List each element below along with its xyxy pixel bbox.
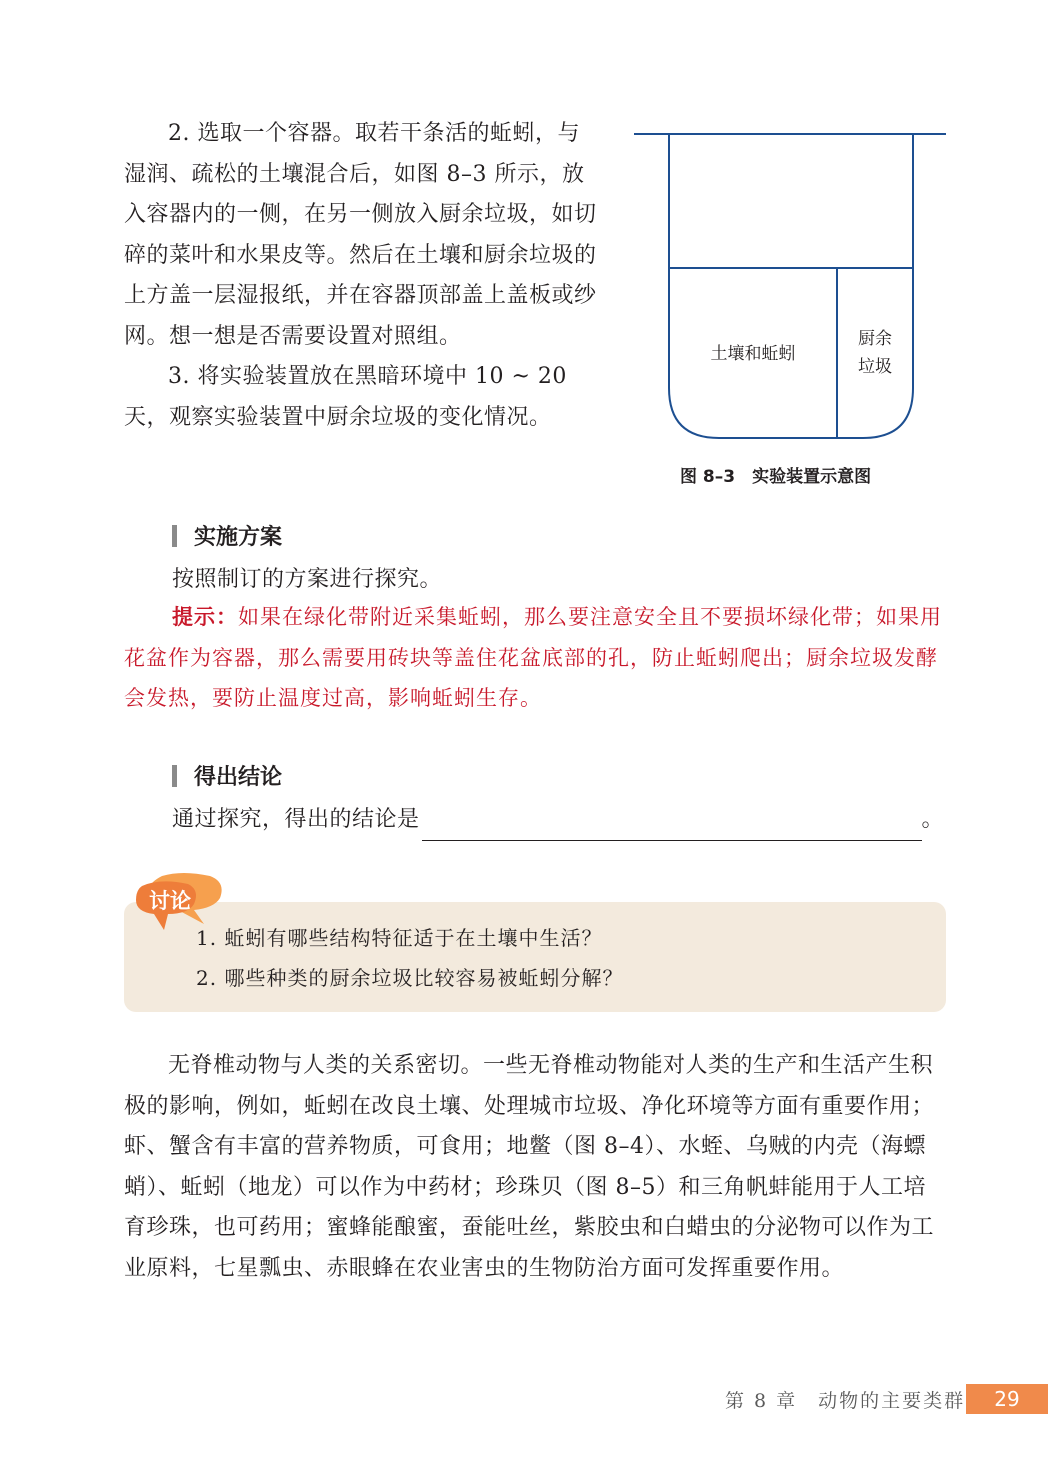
- implementation-text: 按照制订的方案进行探究。: [172, 567, 443, 592]
- page-number: 29: [966, 1384, 1048, 1414]
- heading-bar: [172, 525, 177, 547]
- answer-blank[interactable]: [422, 814, 922, 841]
- section-heading-conclusion: [172, 760, 282, 791]
- step-2: 2. 选取一个容器。取若干条活的蚯蚓，与湿润、疏松的土壤混合后，如图 8–3 所示，放入容器内的一侧，在另一侧放入厨余垃圾，如切碎的菜叶和水果皮等。然后在土壤和厨余垃圾的上方盖一层湿报纸，并在容器顶部盖上盖板或纱网。想一想是否需要设置对照组。: [124, 121, 597, 349]
- label-kitchen-waste: [842, 325, 908, 381]
- label-soil-earthworm: 土壤和蚯蚓: [710, 344, 796, 364]
- tip-text: 如果在绿化带附近采集蚯蚓，那么要注意安全且不要损坏绿化带；如果用花盆作为容器，那么需要用砖块等盖住花盆底部的孔，防止蚯蚓爬出；厨余垃圾发酵会发热，要防止温度过高，影响蚯蚓生存。: [124, 605, 942, 710]
- discussion-badge: [134, 872, 226, 932]
- discussion-question-2: 2. 哪些种类的厨余垃圾比较容易被蚯蚓分解？: [196, 966, 624, 990]
- discussion-question-1: 1. 蚯蚓有哪些结构特征适于在土壤中生活？: [196, 926, 603, 950]
- step-3: 3. 将实验装置放在黑暗环境中 10 ~ 20 天，观察实验装置中厨余垃圾的变化情况。: [124, 364, 567, 430]
- heading-text: 得出结论: [194, 764, 283, 790]
- label-waste-line1: 厨余: [858, 329, 892, 349]
- steps-block: [124, 114, 599, 438]
- section-heading-implementation: [172, 520, 282, 551]
- figure-caption: 图 8–3 实验装置示意图: [680, 467, 872, 487]
- conclusion-end: 。: [921, 807, 945, 832]
- figure-8-3: [630, 118, 950, 498]
- conclusion-line: [172, 800, 944, 841]
- container-outline: [669, 134, 913, 438]
- conclusion-text: 通过探究，得出的结论是: [172, 807, 420, 832]
- tip-label: 提示：: [172, 604, 238, 629]
- heading-text: 实施方案: [194, 524, 283, 550]
- tip-block: [124, 597, 954, 719]
- discussion-box: [124, 902, 946, 1012]
- footer-chapter-title: 第 8 章 动物的主要类群: [725, 1390, 966, 1412]
- container-diagram: [630, 118, 950, 458]
- label-waste-line2: 垃圾: [858, 357, 892, 377]
- discussion-questions: [196, 918, 623, 998]
- heading-bar: [172, 765, 177, 787]
- body-paragraph: 无脊椎动物与人类的关系密切。一些无脊椎动物能对人类的生产和生活产生积极的影响，例如，蚯蚓在改良土壤、处理城市垃圾、净化环境等方面有重要作用；虾、蟹含有丰富的营养物质，可食用；地鳖（图 8–4）、水蛭、乌贼的内壳（海螵蛸）、蚯蚓（地龙）可以作为中药材；珍珠贝（图 8–5）和三角帆蚌能用于人工培育珍珠，也可药用；蜜蜂能酿蜜，蚕能吐丝，紫胶虫和白蜡虫的分泌物可以作为工业原料，七星瓢虫、赤眼蜂在农业害虫的生物防治方面可发挥重要作用。: [124, 1053, 935, 1281]
- discussion-badge-label: 讨论: [149, 889, 191, 913]
